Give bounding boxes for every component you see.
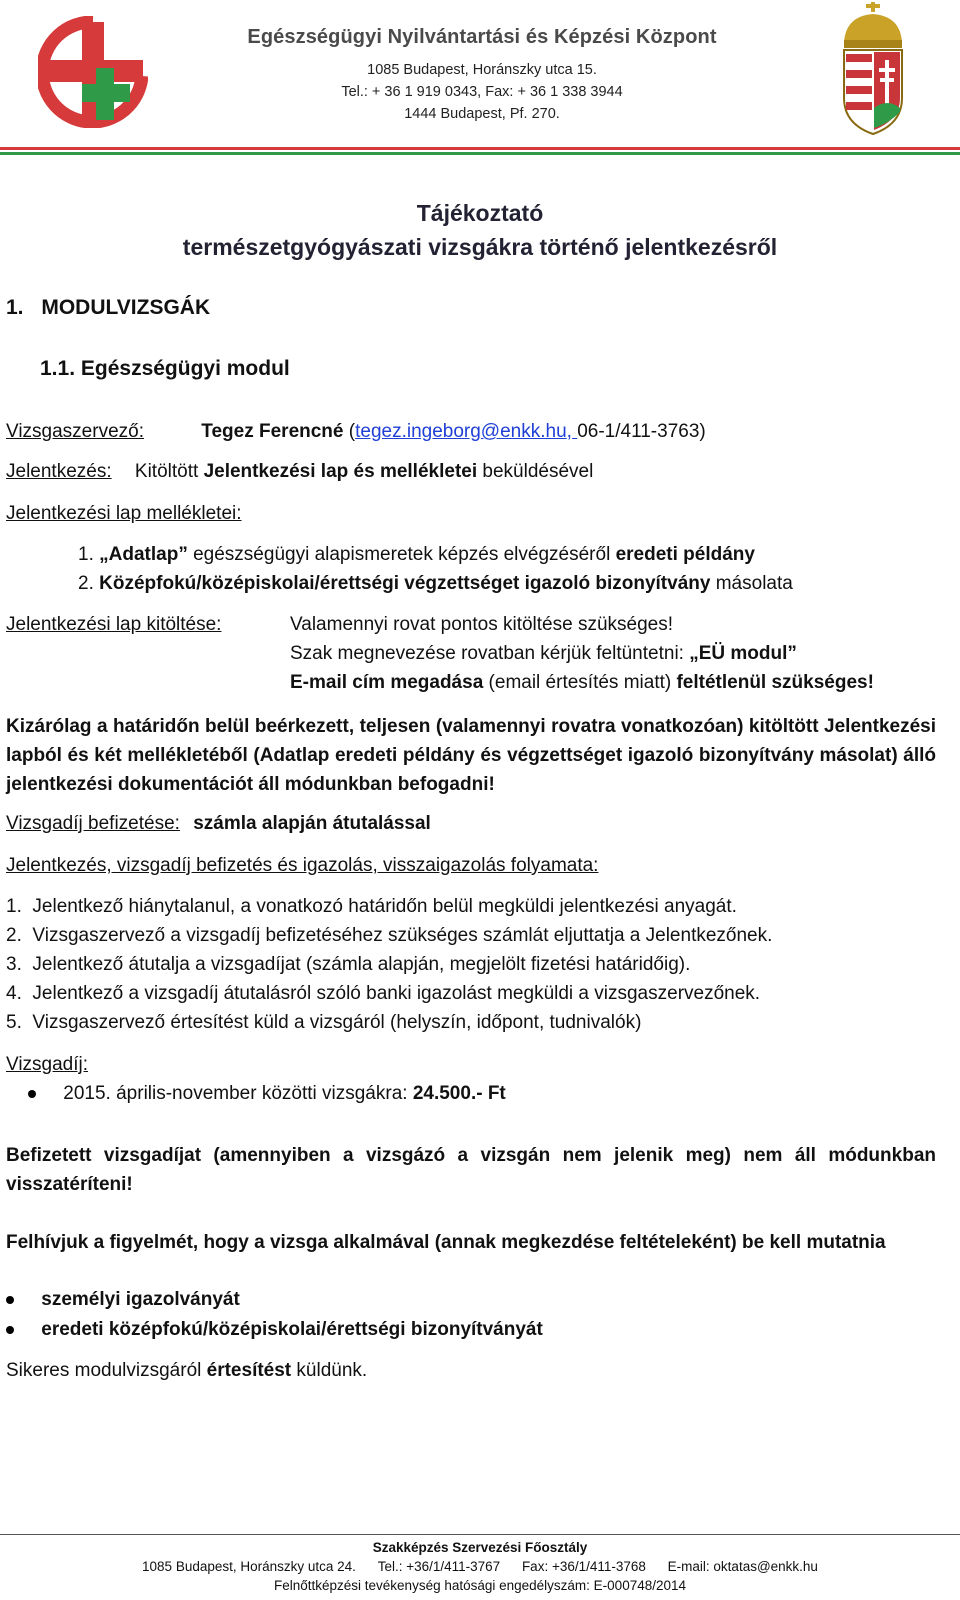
bullet-icon <box>6 1296 14 1304</box>
application-label: Jelentkezés: <box>6 461 112 482</box>
footer-fax: Fax: +36/1/411-3768 <box>521 1559 646 1574</box>
process-step-2: 2. Vizsgaszervező a vizsgadíj befizetéséhez szükséges számlát eljuttatja a Jelentkezőnek. <box>6 925 773 946</box>
attention-item-2 <box>6 1318 543 1342</box>
refund-paragraph: Befizetett vizsgadíjat (amennyiben a vizsgázó a vizsgán nem jelenik meg) nem áll módunkban visszatéríteni! <box>6 1145 936 1195</box>
process-step-4: 4. Jelentkező a vizsgadíj átutalásról szóló banki igazolást megküldi a vizsgaszervezőnek. <box>6 983 761 1004</box>
payment-label: Vizsgadíj befizetése: <box>6 813 180 834</box>
filling-line-1: Valamennyi rovat pontos kitöltése szükséges! <box>290 614 674 635</box>
hungarian-coat-of-arms <box>838 2 908 136</box>
payment-row <box>6 812 431 836</box>
attention-item-1 <box>6 1288 240 1312</box>
attention-item-1-text: személyi igazolványát <box>41 1289 240 1310</box>
section-1-heading <box>6 296 210 320</box>
fee-label: Vizsgadíj: <box>6 1054 89 1075</box>
footer-tel: Tel.: +36/1/411-3767 <box>377 1559 501 1574</box>
filling-label: Jelentkezési lap kitöltése: <box>6 614 222 635</box>
fee-amount: 24.500.- Ft <box>412 1083 506 1104</box>
footer-rule <box>0 1534 960 1535</box>
bullet-icon <box>6 1326 14 1334</box>
attachment-1-number: 1. <box>78 544 94 565</box>
filling-line-2-bold: „EÜ modul” <box>689 643 797 664</box>
organizer-paren: ( <box>348 421 356 442</box>
attachment-1-text: egészségügyi alapismeretek képzés elvégzéséről <box>193 544 611 565</box>
fee-item-text: 2015. április-november közötti vizsgákra: <box>63 1083 408 1104</box>
payment-value: számla alapján átutalással <box>193 813 431 834</box>
header-rule-green <box>0 152 960 155</box>
process-step-5: 5. Vizsgaszervező értesítést küld a vizsgáról (helyszín, időpont, tudnivalók) <box>6 1012 642 1033</box>
filling-line-3-text: (email értesítés miatt) <box>488 672 672 693</box>
section-1-label: MODULVIZSGÁK <box>41 296 211 319</box>
result-post: küldünk. <box>296 1360 368 1381</box>
section-1-1-number: 1.1. <box>40 357 76 380</box>
header-phone-fax: Tel.: + 36 1 919 0343, Fax: + 36 1 338 3944 <box>341 84 623 100</box>
application-post: beküldésével <box>482 461 594 482</box>
application-bold: Jelentkezési lap és mellékletei <box>203 461 478 482</box>
attachment-1-bold: „Adatlap” <box>99 544 188 565</box>
section-1-1-label: Egészségügyi modul <box>80 357 290 380</box>
attention-item-2-text: eredeti középfokú/középiskolai/érettségi bizonyítványát <box>41 1319 543 1340</box>
result-row <box>6 1359 367 1383</box>
filling-line-2-text: Szak megnevezése rovatban kérjük feltüntetni: <box>290 643 684 664</box>
footer-contact-row <box>0 1559 960 1574</box>
attachments-label: Jelentkezési lap mellékletei: <box>6 503 242 524</box>
organizer-row <box>6 420 706 444</box>
result-pre: Sikeres modulvizsgáról <box>6 1360 202 1381</box>
doc-subtitle: természetgyógyászati vizsgákra történő jelentkezésről <box>182 234 778 260</box>
attention-paragraph: Felhívjuk a figyelmét, hogy a vizsga alkalmával (annak megkezdése feltételeként) be kell mutatnia <box>6 1232 886 1253</box>
attachment-2-bold: Középfokú/középiskolai/érettségi végzettséget igazoló bizonyítvány <box>99 573 711 594</box>
application-pre: Kitöltött <box>134 461 199 482</box>
notice-paragraph: Kizárólag a határidőn belül beérkezett, teljesen (valamennyi rovatra vonatkozóan) kitöltött Jelentkezési lapból és két mellékletéből (Adatlap eredeti példány és végzettséget igazoló bizonyítvány másolat) álló jelentkezési dokumentációt áll módunkban befogadni! <box>6 716 936 795</box>
bullet-icon <box>28 1090 36 1098</box>
filling-line-3 <box>290 671 874 695</box>
footer-license: Felnőttképzési tevékenység hatósági engedélyszám: E-000748/2014 <box>273 1578 687 1593</box>
header-rule-red <box>0 147 960 150</box>
section-1-1-heading <box>40 357 290 381</box>
enkk-logo <box>38 16 148 128</box>
application-row <box>6 460 593 484</box>
header-po-box: 1444 Budapest, Pf. 270. <box>404 106 560 122</box>
process-step-1: 1. Jelentkező hiánytalanul, a vonatkozó határidőn belül megküldi jelentkezési anyagát. <box>6 896 737 917</box>
filling-line-2 <box>290 642 797 666</box>
section-1-number: 1. <box>6 296 24 319</box>
organizer-name: Tegez Ferencné <box>201 421 344 442</box>
header-address: 1085 Budapest, Horánszky utca 15. <box>367 62 597 78</box>
organizer-email-link[interactable]: tegez.ingeborg@enkk.hu <box>355 421 567 442</box>
header-org-name: Egészségügyi Nyilvántartási és Képzési Központ <box>247 26 717 48</box>
footer-email[interactable]: E-mail: oktatas@enkk.hu <box>667 1559 818 1574</box>
attachment-item-1 <box>78 543 755 567</box>
attachment-2-number: 2. <box>78 573 94 594</box>
attachment-2-text: másolata <box>715 573 793 594</box>
fee-item <box>28 1082 506 1106</box>
organizer-phone: 06-1/411-3763) <box>577 421 706 442</box>
doc-title: Tájékoztató <box>416 200 544 226</box>
footer-dept: Szakképzés Szervezési Főosztály <box>372 1540 588 1555</box>
process-step-3: 3. Jelentkező átutalja a vizsgadíjat (számla alapján, megjelölt fizetési határidőig). <box>6 954 691 975</box>
organizer-comma: , <box>566 421 578 442</box>
organizer-label: Vizsgaszervező: <box>6 421 144 442</box>
process-label: Jelentkezés, vizsgadíj befizetés és igazolás, visszaigazolás folyamata: <box>6 855 599 876</box>
attachment-item-2 <box>78 572 793 596</box>
filling-line-3-bold: E-mail cím megadása <box>290 672 484 693</box>
filling-line-3-bold2: feltétlenül szükséges! <box>676 672 874 693</box>
footer-address: 1085 Budapest, Horánszky utca 24. <box>142 1559 356 1574</box>
attachment-1-bold2: eredeti példány <box>615 544 755 565</box>
result-bold: értesítést <box>206 1360 292 1381</box>
